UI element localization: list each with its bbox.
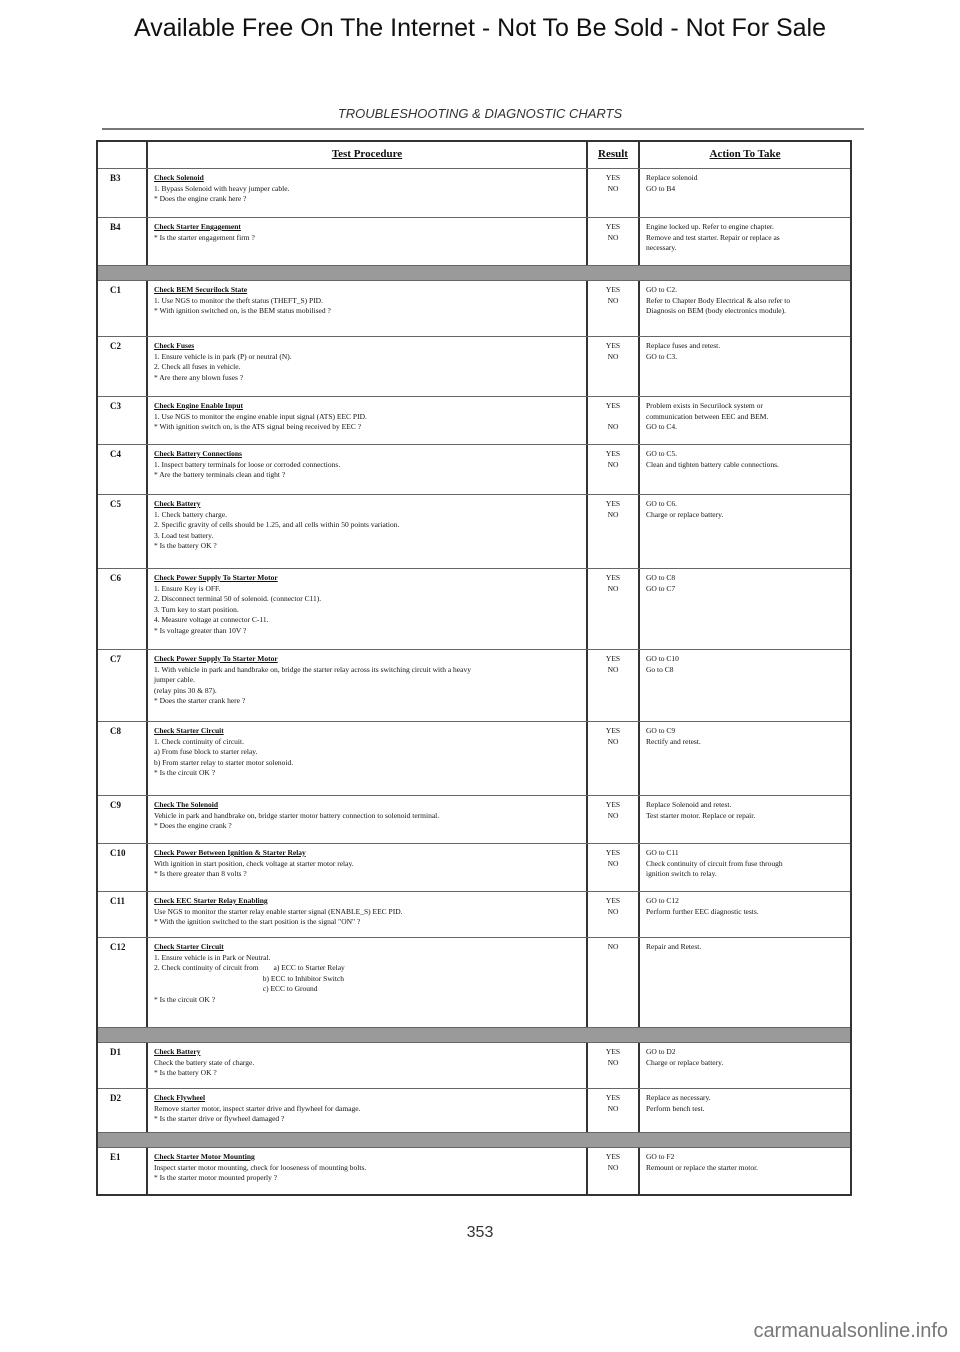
- result-cell: [588, 650, 640, 721]
- section-separator: [98, 265, 850, 280]
- procedure-line: * With ignition switched on, is the BEM status mobilised ?: [154, 306, 331, 315]
- procedure-cell: [148, 938, 588, 1027]
- procedure-title: Check Battery: [154, 499, 201, 508]
- action-cell: [640, 169, 850, 217]
- result-value: YES: [605, 654, 621, 663]
- procedure-line: * Does the engine crank ?: [154, 821, 232, 830]
- action-line: GO to C7: [646, 583, 676, 593]
- procedure-line: Remove starter motor, inspect starter drive and flywheel for damage.: [154, 1103, 361, 1113]
- table-row: [98, 795, 850, 843]
- procedure-line: 1. Bypass Solenoid with heavy jumper cable.: [154, 183, 290, 193]
- result-value: NO: [607, 906, 619, 916]
- action-line: GO to D2: [646, 1047, 676, 1056]
- procedure-cell: [148, 569, 588, 649]
- result-cell: [588, 722, 640, 795]
- procedure-title: Check Starter Circuit: [154, 726, 224, 735]
- step-code: C9: [110, 800, 121, 810]
- section-separator: [98, 1132, 850, 1147]
- step-code: C4: [110, 449, 121, 459]
- table-row: [98, 843, 850, 891]
- procedure-cell: [148, 495, 588, 568]
- table-row: [98, 649, 850, 721]
- result-cell: [588, 218, 640, 265]
- step-code-cell: [98, 281, 148, 336]
- step-code: C12: [110, 942, 126, 952]
- step-code: C6: [110, 573, 121, 583]
- table-row: [98, 217, 850, 265]
- result-value: [594, 412, 632, 423]
- step-code-cell: [98, 569, 148, 649]
- result-cell: [588, 938, 640, 1027]
- code-header-cell: [98, 142, 148, 168]
- procedure-line: (relay pins 30 & 87).: [154, 685, 217, 695]
- procedure-line: 1. Inspect battery terminals for loose or corroded connections.: [154, 459, 341, 469]
- action-line: Diagnosis on BEM (body electronics module).: [646, 306, 786, 315]
- step-code: C2: [110, 341, 121, 351]
- procedure-title: Check The Solenoid: [154, 800, 219, 809]
- procedure-cell: [148, 796, 588, 843]
- result-value: NO: [607, 664, 619, 674]
- step-code-cell: [98, 650, 148, 721]
- action-line: GO to C11: [646, 848, 679, 857]
- table-row: [98, 280, 850, 336]
- result-value: YES: [605, 1093, 621, 1102]
- procedure-title: Check Fuses: [154, 341, 195, 350]
- table-row: [98, 444, 850, 494]
- action-cell: [640, 650, 850, 721]
- procedure-line: 1. Check continuity of circuit.: [154, 736, 244, 746]
- action-cell: [640, 397, 850, 444]
- result-value: YES: [605, 173, 621, 182]
- procedure-title: Check Flywheel: [154, 1093, 206, 1102]
- result-value: YES: [605, 896, 621, 905]
- action-line: GO to C2.: [646, 285, 678, 294]
- procedure-line: 2. Specific gravity of cells should be 1.25, and all cells within 50 points variation.: [154, 520, 400, 529]
- procedure-line: b) ECC to Inhibitor Switch: [154, 973, 344, 983]
- step-code-cell: [98, 892, 148, 937]
- procedure-title: Check BEM Securilock State: [154, 285, 248, 294]
- procedure-line: * Is there greater than 8 volts ?: [154, 869, 247, 878]
- procedure-line: * Is the circuit OK ?: [154, 994, 216, 1004]
- procedure-cell: [148, 722, 588, 795]
- result-value: YES: [605, 1152, 621, 1161]
- action-line: communication between EEC and BEM.: [646, 411, 769, 421]
- action-line: GO to C9: [646, 726, 676, 735]
- result-value: NO: [607, 351, 619, 361]
- result-value: NO: [607, 509, 619, 519]
- action-line: Engine locked up. Refer to engine chapter.: [646, 222, 774, 231]
- procedure-line: * Are there any blown fuses ?: [154, 372, 244, 382]
- procedure-title: Check Solenoid: [154, 173, 204, 182]
- action-cell: [640, 938, 850, 1027]
- result-value: YES: [605, 573, 621, 582]
- procedure-line: 1. Ensure vehicle is in Park or Neutral.: [154, 952, 271, 962]
- procedure-line: a) From fuse block to starter relay.: [154, 747, 258, 756]
- procedure-cell: [148, 1148, 588, 1194]
- action-line: Go to C8: [646, 664, 674, 674]
- result-value: YES: [605, 848, 621, 857]
- action-line: Replace Solenoid and retest.: [646, 800, 732, 809]
- procedure-line: * Is the starter engagement firm ?: [154, 232, 255, 242]
- result-header: Result: [598, 148, 628, 160]
- result-value: YES: [605, 1047, 621, 1056]
- result-value: NO: [607, 1103, 619, 1113]
- action-line: Remount or replace the starter motor.: [646, 1162, 759, 1172]
- action-line: Clean and tighten battery cable connections.: [646, 459, 779, 469]
- result-cell: [588, 397, 640, 444]
- result-header-cell: [588, 142, 640, 168]
- action-line: Problem exists in Securilock system or: [646, 401, 763, 410]
- action-header: Action To Take: [709, 148, 781, 160]
- procedure-line: 1. Use NGS to monitor the engine enable input signal (ATS) EEC PID.: [154, 411, 367, 421]
- result-value: YES: [605, 499, 621, 508]
- result-cell: [588, 844, 640, 891]
- step-code-cell: [98, 1043, 148, 1088]
- action-cell: [640, 722, 850, 795]
- procedure-line: 4. Measure voltage at connector C-11.: [154, 615, 269, 624]
- procedure-cell: [148, 1043, 588, 1088]
- step-code: C10: [110, 848, 126, 858]
- action-line: GO to F2: [646, 1152, 675, 1161]
- action-line: Check continuity of circuit from fuse through: [646, 858, 783, 868]
- procedure-line: 2. Check continuity of circuit from a) ECC to Starter Relay: [154, 963, 345, 972]
- result-value: NO: [607, 459, 619, 469]
- procedure-title: Check Battery: [154, 1047, 201, 1056]
- procedure-cell: [148, 218, 588, 265]
- step-code-cell: [98, 169, 148, 217]
- action-line: Test starter motor. Replace or repair.: [646, 810, 756, 820]
- action-cell: [640, 495, 850, 568]
- action-line: GO to B4: [646, 183, 676, 193]
- diagnostic-table: [96, 140, 852, 1196]
- procedure-line: c) ECC to Ground: [154, 984, 318, 993]
- step-code: C7: [110, 654, 121, 664]
- procedure-line: 2. Disconnect terminal 50 of solenoid. (connector C11).: [154, 594, 322, 603]
- result-value: NO: [607, 422, 619, 431]
- step-code-cell: [98, 722, 148, 795]
- action-line: GO to C8: [646, 573, 676, 582]
- procedure-line: * Does the engine crank here ?: [154, 194, 247, 203]
- procedure-title: Check Starter Engagement: [154, 222, 241, 231]
- action-cell: [640, 337, 850, 396]
- procedure-line: * Is the circuit OK ?: [154, 768, 216, 777]
- step-code: E1: [110, 1152, 121, 1162]
- step-code-cell: [98, 844, 148, 891]
- step-code: B3: [110, 173, 121, 183]
- table-row: [98, 891, 850, 937]
- procedure-cell: [148, 650, 588, 721]
- procedure-title: Check Power Supply To Starter Motor: [154, 654, 278, 663]
- action-cell: [640, 218, 850, 265]
- result-cell: [588, 1043, 640, 1088]
- procedure-title: Check Starter Motor Mounting: [154, 1152, 255, 1161]
- action-line: GO to C4.: [646, 422, 678, 431]
- procedure-title: Check Starter Circuit: [154, 942, 224, 951]
- result-cell: [588, 281, 640, 336]
- result-value: YES: [605, 449, 621, 458]
- procedure-title: Check Battery Connections: [154, 449, 242, 458]
- step-code: C8: [110, 726, 121, 736]
- procedure-cell: [148, 169, 588, 217]
- action-line: Perform bench test.: [646, 1103, 705, 1113]
- procedure-line: jumper cable.: [154, 675, 195, 684]
- action-cell: [640, 1043, 850, 1088]
- action-cell: [640, 1148, 850, 1194]
- result-value: YES: [605, 401, 621, 410]
- step-code: D1: [110, 1047, 121, 1057]
- table-row: [98, 721, 850, 795]
- procedure-line: Inspect starter motor mounting, check for looseness of mounting bolts.: [154, 1162, 367, 1172]
- result-cell: [588, 892, 640, 937]
- procedure-cell: [148, 397, 588, 444]
- result-value: YES: [605, 800, 621, 809]
- result-cell: [588, 569, 640, 649]
- procedure-line: b) From starter relay to starter motor solenoid.: [154, 757, 294, 767]
- procedure-line: * With the ignition switched to the start position is the signal "ON" ?: [154, 917, 361, 926]
- result-cell: [588, 1148, 640, 1194]
- step-code: B4: [110, 222, 121, 232]
- procedure-line: * Is the battery OK ?: [154, 541, 217, 550]
- procedure-line: * Does the starter crank here ?: [154, 696, 246, 705]
- page-number: 353: [466, 1224, 494, 1241]
- procedure-line: * Is the starter motor mounted properly ?: [154, 1173, 278, 1182]
- result-value: NO: [607, 295, 619, 305]
- table-row: [98, 168, 850, 217]
- result-value: NO: [607, 736, 619, 746]
- step-code-cell: [98, 938, 148, 1027]
- step-code: C3: [110, 401, 121, 411]
- procedure-line: 1. Ensure vehicle is in park (P) or neutral (N).: [154, 351, 292, 361]
- table-row: [98, 396, 850, 444]
- step-code: D2: [110, 1093, 121, 1103]
- action-line: Repair and Retest.: [646, 942, 702, 951]
- result-value: YES: [605, 222, 621, 231]
- action-line: Rectify and retest.: [646, 736, 701, 746]
- result-cell: [588, 169, 640, 217]
- result-value: NO: [607, 942, 619, 951]
- procedure-title: Check Power Between Ignition & Starter Relay: [154, 848, 306, 857]
- result-value: NO: [607, 1057, 619, 1067]
- procedure-title: Check Power Supply To Starter Motor: [154, 573, 278, 582]
- procedure-line: 1. Ensure Key is OFF.: [154, 583, 221, 593]
- procedure-header: Test Procedure: [331, 148, 403, 160]
- action-cell: [640, 569, 850, 649]
- procedure-line: * Is voltage greater than 10V ?: [154, 625, 247, 635]
- procedure-line: With ignition in start position, check voltage at starter motor relay.: [154, 858, 354, 868]
- chart-title: TROUBLESHOOTING & DIAGNOSTIC CHARTS: [337, 106, 623, 121]
- table-row: [98, 1088, 850, 1132]
- procedure-cell: [148, 337, 588, 396]
- action-cell: [640, 1089, 850, 1132]
- action-line: Remove and test starter. Repair or replace as: [646, 232, 780, 242]
- procedure-line: Use NGS to monitor the starter relay enable starter signal (ENABLE_S) EEC PID.: [154, 906, 403, 916]
- action-line: GO to C6.: [646, 499, 678, 508]
- step-code: C5: [110, 499, 121, 509]
- result-value: YES: [605, 285, 621, 294]
- action-cell: [640, 892, 850, 937]
- table-row: [98, 937, 850, 1027]
- procedure-line: 2. Check all fuses in vehicle.: [154, 362, 241, 371]
- result-value: NO: [607, 583, 619, 593]
- procedure-line: * With ignition switch on, is the ATS signal being received by EEC ?: [154, 422, 362, 431]
- action-cell: [640, 281, 850, 336]
- action-line: GO to C3.: [646, 351, 678, 361]
- section-separator: [98, 1027, 850, 1042]
- result-cell: [588, 445, 640, 494]
- step-code-cell: [98, 397, 148, 444]
- procedure-line: 3. Turn key to start position.: [154, 604, 239, 614]
- procedure-line: * Is the battery OK ?: [154, 1068, 217, 1077]
- procedure-cell: [148, 892, 588, 937]
- result-value: YES: [605, 341, 621, 350]
- table-header: [98, 142, 850, 168]
- table-row: [98, 336, 850, 396]
- step-code-cell: [98, 796, 148, 843]
- result-value: NO: [607, 232, 619, 242]
- procedure-line: 1. With vehicle in park and handbrake on, bridge the starter relay across its switching circuit with a heavy: [154, 664, 471, 674]
- action-line: GO to C10: [646, 654, 679, 663]
- procedure-title: Check Engine Enable Input: [154, 401, 243, 410]
- action-line: Replace fuses and retest.: [646, 341, 721, 350]
- procedure-line: 1. Check battery charge.: [154, 509, 227, 519]
- action-cell: [640, 445, 850, 494]
- procedure-line: 1. Use NGS to monitor the theft status (THEFT_S) PID.: [154, 295, 323, 305]
- action-line: Perform further EEC diagnostic tests.: [646, 906, 759, 916]
- action-line: necessary.: [646, 243, 677, 252]
- procedure-line: * Are the battery terminals clean and tight ?: [154, 470, 286, 479]
- procedure-line: * Is the starter drive or flywheel damaged ?: [154, 1114, 285, 1123]
- procedure-title: Check EEC Starter Relay Enabling: [154, 896, 268, 905]
- result-cell: [588, 495, 640, 568]
- step-code-cell: [98, 495, 148, 568]
- procedure-cell: [148, 844, 588, 891]
- result-value: NO: [607, 858, 619, 868]
- step-code-cell: [98, 1089, 148, 1132]
- procedure-cell: [148, 281, 588, 336]
- procedure-cell: [148, 1089, 588, 1132]
- result-value: NO: [607, 183, 619, 193]
- action-line: Charge or replace battery.: [646, 1057, 724, 1067]
- procedure-line: Check the battery state of charge.: [154, 1057, 255, 1067]
- action-cell: [640, 796, 850, 843]
- result-cell: [588, 796, 640, 843]
- table-row: [98, 1042, 850, 1088]
- result-value: YES: [605, 726, 621, 735]
- procedure-cell: [148, 445, 588, 494]
- action-cell: [640, 844, 850, 891]
- action-line: GO to C5.: [646, 449, 678, 458]
- action-line: Replace as necessary.: [646, 1093, 711, 1102]
- action-line: Refer to Chapter Body Electrical & also refer to: [646, 295, 791, 305]
- step-code: C1: [110, 285, 121, 295]
- action-line: Replace solenoid: [646, 173, 698, 182]
- action-line: Charge or replace battery.: [646, 509, 724, 519]
- procedure-line: Vehicle in park and handbrake on, bridge starter motor battery connection to solenoid terminal.: [154, 810, 440, 820]
- table-row: [98, 494, 850, 568]
- step-code-cell: [98, 1148, 148, 1194]
- step-code-cell: [98, 337, 148, 396]
- result-value: NO: [607, 1162, 619, 1172]
- table-row: [98, 568, 850, 649]
- result-value: NO: [607, 810, 619, 820]
- step-code-cell: [98, 445, 148, 494]
- action-line: GO to C12: [646, 896, 679, 905]
- availability-banner: Available Free On The Internet - Not To Be Sold - Not For Sale: [133, 14, 827, 42]
- step-code: C11: [110, 896, 126, 906]
- site-watermark: carmanualsonline.info: [753, 1320, 948, 1342]
- procedure-line: 3. Load test battery.: [154, 530, 214, 540]
- procedure-header-cell: [148, 142, 588, 168]
- result-cell: [588, 337, 640, 396]
- action-header-cell: [640, 142, 850, 168]
- title-divider: [102, 128, 864, 130]
- action-line: ignition switch to relay.: [646, 869, 717, 878]
- step-code-cell: [98, 218, 148, 265]
- result-cell: [588, 1089, 640, 1132]
- table-row: [98, 1147, 850, 1194]
